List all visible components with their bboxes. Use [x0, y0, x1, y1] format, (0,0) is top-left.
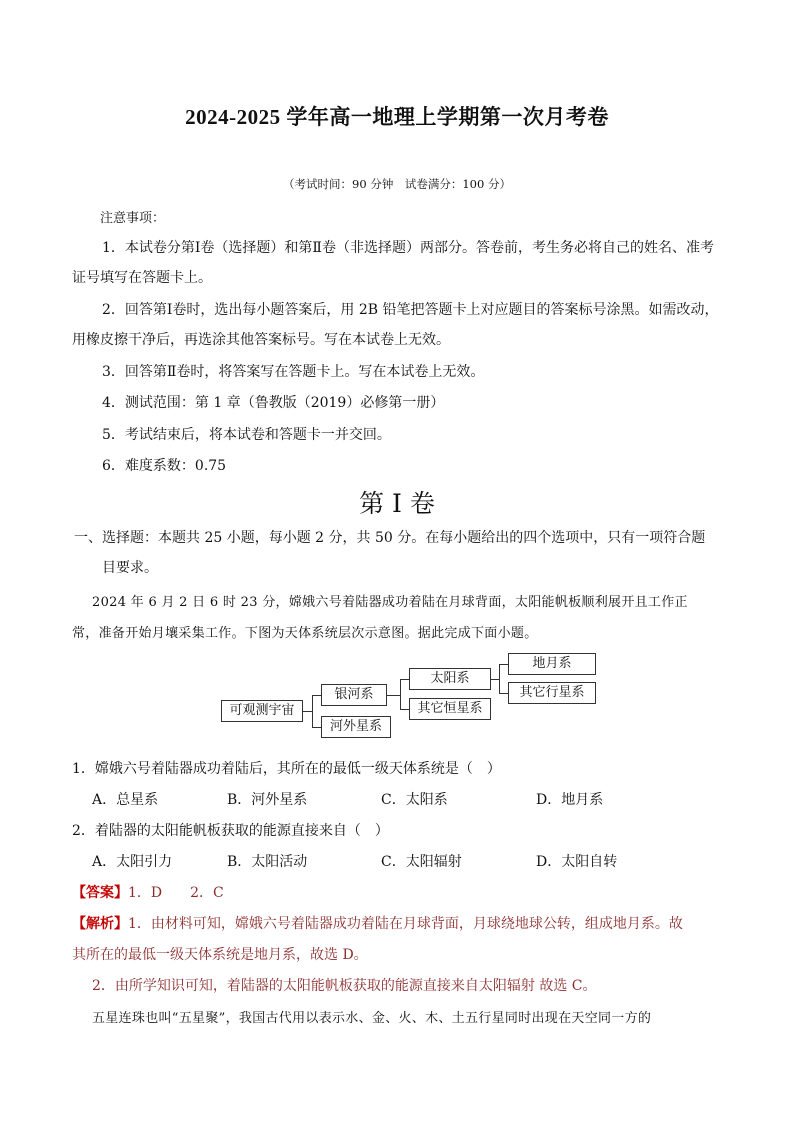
connector-line: [312, 695, 313, 728]
section-heading-line-2: 目要求。: [102, 560, 158, 576]
question-2-stem: 2．着陆器的太阳能帆板获取的能源直接来自（ ）: [72, 823, 389, 839]
question-1-stem: 1．嫦娥六号着陆器成功着陆后，其所在的最低一级天体系统是（ ）: [72, 761, 501, 777]
question-1-option-c: C．太阳系: [381, 792, 448, 808]
connector-line: [400, 709, 409, 710]
passage-2-line-1: 五星连珠也叫“五星聚”，我国古代用以表示水、金、火、木、土五行星同时出现在天空同一方的: [92, 1011, 652, 1026]
question-2-option-a: A．太阳引力: [92, 854, 173, 870]
note-item-2-line-1: 2．回答第Ⅰ卷时，选出每小题答案后，用 2B 铅笔把答题卡上对应题目的答案标号涂黑。如需改动，: [102, 302, 719, 318]
question-1-option-b: B．河外星系: [227, 792, 308, 808]
exam-info: （考试时间：90 分钟 试卷满分：100 分）: [283, 177, 511, 191]
answer-text: 1．D 2．C: [128, 885, 224, 901]
connector-line: [312, 695, 321, 696]
box-milky-way: 银河系: [321, 684, 387, 706]
passage-1-line-2: 常，准备开始月壤采集工作。下图为天体系统层次示意图。据此完成下面小题。: [72, 626, 538, 641]
box-extragalactic: 河外星系: [321, 716, 391, 738]
note-item-2-line-2: 用橡皮擦干净后，再选涂其他答案标号。写在本试卷上无效。: [72, 332, 450, 348]
note-item-6: 6．难度系数：0.75: [102, 458, 227, 474]
box-solar-system: 太阳系: [409, 668, 491, 690]
notes-heading: 注意事项：: [100, 211, 166, 226]
connector-line: [312, 727, 321, 728]
connector-line: [400, 679, 401, 710]
connector-line: [499, 693, 508, 694]
connector-line: [400, 679, 409, 680]
question-2-option-d: D．太阳自转: [536, 854, 618, 870]
note-item-1-line-2: 证号填写在答题卡上。: [72, 270, 212, 286]
connector-line: [303, 711, 312, 712]
analysis-line-3: 2．由所学知识可知，着陆器的太阳能帆板获取的能源直接来自太阳辐射 故选 C。: [92, 978, 597, 994]
analysis-line-2: 其所在的最低一级天体系统是地月系，故选 D。: [72, 947, 368, 963]
question-2-option-c: C．太阳辐射: [381, 854, 462, 870]
question-1-option-d: D．地月系: [536, 792, 604, 808]
answer-row: [72, 882, 224, 902]
passage-1-line-1: 2024 年 6 月 2 日 6 时 23 分，嫦娥六号着陆器成功着陆在月球背面，太阳能帆板顺利展开且工作正: [92, 595, 688, 610]
question-2-option-b: B．太阳活动: [227, 854, 308, 870]
section-heading-line-1: 一、选择题：本题共 25 小题，每小题 2 分，共 50 分。在每小题给出的四个选项中，只有一项符合题: [74, 530, 706, 546]
note-item-3: 3．回答第Ⅱ卷时，将答案写在答题卡上。写在本试卷上无效。: [102, 364, 485, 380]
box-earth-moon: 地月系: [508, 653, 596, 675]
connector-line: [491, 679, 499, 680]
connector-line: [387, 695, 400, 696]
question-1-option-a: A．总星系: [92, 792, 159, 808]
volume-title: 第 I 卷: [359, 489, 435, 518]
analysis-line-1: 1．由材料可知，嫦娥六号着陆器成功着陆在月球背面，月球绕地球公转，组成地月系。故: [128, 916, 683, 932]
connector-line: [499, 664, 500, 694]
page-title: 2024-2025 学年高一地理上学期第一次月考卷: [185, 105, 609, 129]
box-other-stars: 其它恒星系: [409, 698, 491, 720]
analysis-row-1: [72, 913, 683, 933]
note-item-4: 4．测试范围：第 1 章（鲁教版（2019）必修第一册）: [102, 395, 445, 411]
box-observable-universe: 可观测宇宙: [221, 700, 303, 722]
connector-line: [499, 664, 508, 665]
analysis-label: 【解析】: [72, 916, 128, 932]
note-item-5: 5．考试结束后，将本试卷和答题卡一并交回。: [102, 427, 391, 443]
answer-label: 【答案】: [72, 885, 128, 901]
note-item-1-line-1: 1．本试卷分第Ⅰ卷（选择题）和第Ⅱ卷（非选择题）两部分。答卷前，考生务必将自己的姓名、准考: [102, 240, 714, 256]
box-other-planets: 其它行星系: [508, 682, 596, 704]
